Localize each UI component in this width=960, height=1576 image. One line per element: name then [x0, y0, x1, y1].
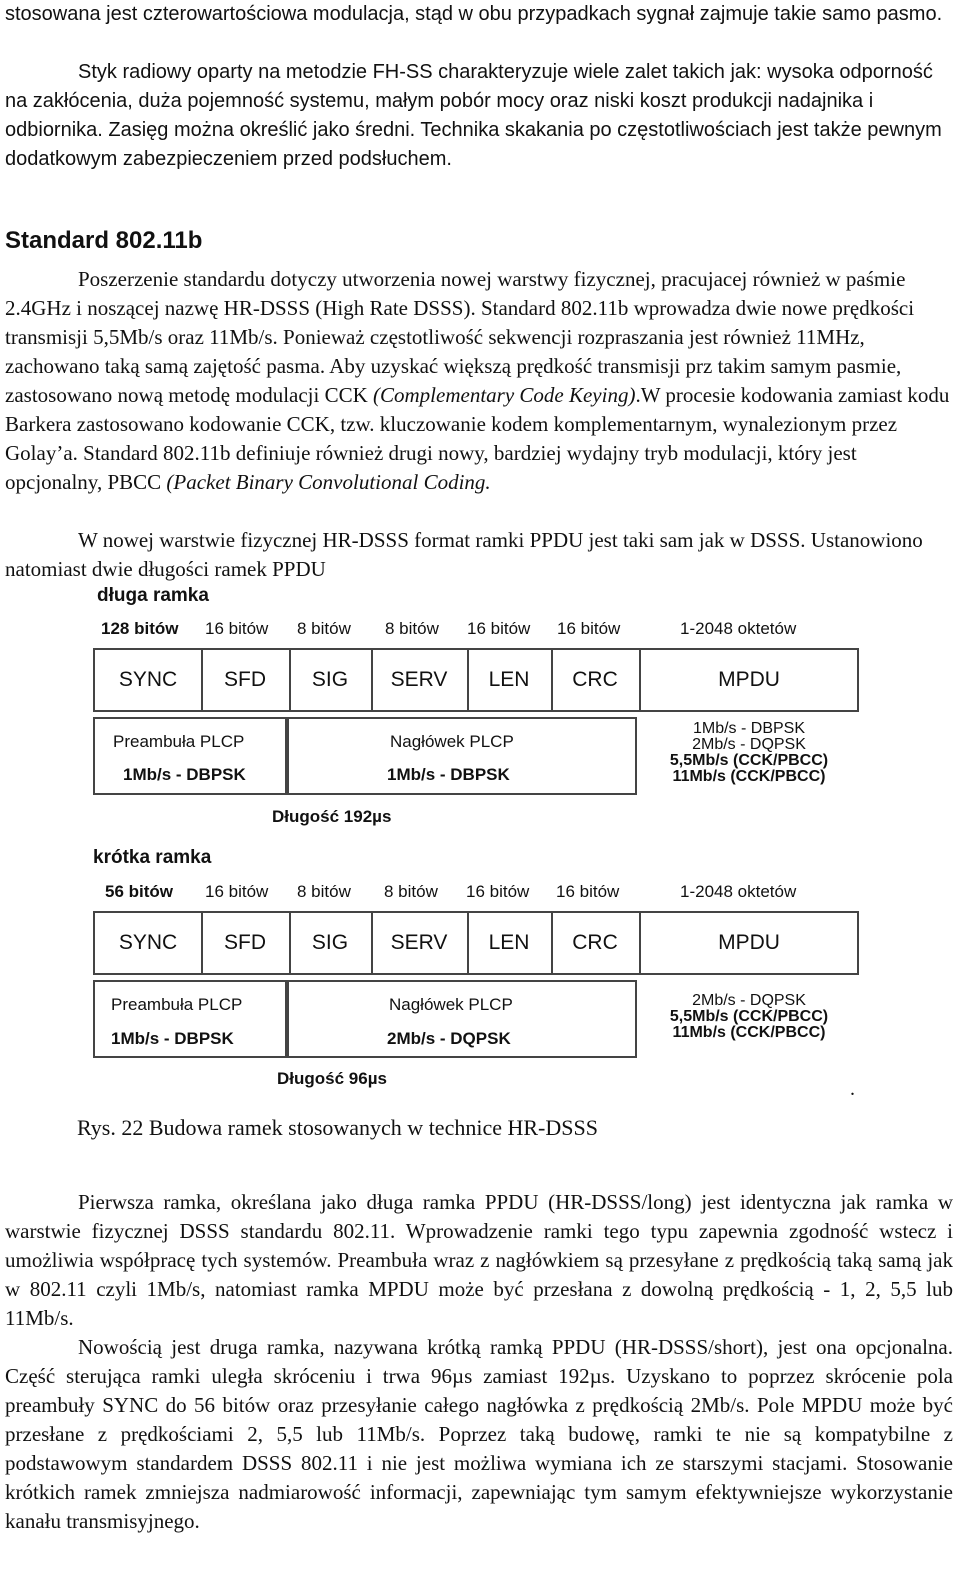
intro-paragraph-1: stosowana jest czterowartościowa modulacja, stąd w obu przypadkach sygnał zajmuje takie samo pasmo. — [5, 3, 943, 25]
short-field-serv: SERV — [390, 931, 448, 954]
short-preamble-rate: 1Mb/s - DBPSK — [111, 1029, 234, 1048]
long-field-sig: SIG — [311, 668, 349, 691]
long-bits-sync: 128 bitów — [101, 619, 179, 638]
short-bits-len: 16 bitów — [466, 882, 530, 901]
long-field-mpdu: MPDU — [718, 668, 780, 691]
long-field-sfd: SFD — [224, 668, 266, 691]
short-field-mpdu: MPDU — [718, 931, 780, 954]
short-mpdu-rate-1: 2Mb/s - DQPSK — [692, 992, 806, 1009]
long-bits-crc: 16 bitów — [557, 619, 621, 638]
section-paragraph-2: W nowej warstwie fizycznej HR-DSSS format ramki PPDU jest taki sam jak w DSSS. Ustanowiono natomiast dwie długości ramek PPDU — [5, 528, 923, 581]
long-header-rate: 1Mb/s - DBPSK — [387, 765, 510, 784]
long-field-serv: SERV — [390, 668, 448, 691]
short-field-sync: SYNC — [118, 931, 178, 954]
long-field-crc: CRC — [572, 668, 618, 691]
short-bits-sfd: 16 bitów — [205, 882, 269, 901]
short-bits-serv: 8 bitów — [384, 882, 438, 901]
long-bits-sig: 8 bitów — [297, 619, 351, 638]
short-field-sig: SIG — [311, 931, 349, 954]
section-text-pbcc: (Packet Binary Convolutional Coding. — [166, 470, 491, 494]
long-bits-serv: 8 bitów — [385, 619, 439, 638]
short-header-label: Nagłówek PLCP — [389, 995, 513, 1014]
long-bits-mpdu: 1-2048 oktetów — [680, 619, 797, 638]
long-field-sync: SYNC — [118, 668, 178, 691]
short-mpdu-rate-3: 11Mb/s (CCK/PBCC) — [672, 1024, 826, 1041]
long-mpdu-rate-2: 2Mb/s - DQPSK — [692, 736, 806, 753]
long-frame-fields — [93, 648, 859, 712]
figure-caption: Rys. 22 Budowa ramek stosowanych w technice HR-DSSS — [77, 1115, 598, 1140]
long-field-len: LEN — [488, 668, 530, 691]
intro-paragraph-2: Styk radiowy oparty na metodzie FH-SS charakteryzuje wiele zalet takich jak: wysoka odporność na zakłócenia, duża pojemność systemu, małym pobór mocy oraz niski koszt produkcji nadajnika i odbiornika. Zasięg można określić jako średni. Technika skakania po częstotliwościach jest także pewnym dodatkowym zabezpieczeniem przed podsłuchem. — [5, 61, 942, 170]
after-paragraph-1: Pierwsza ramka, określana jako długa ramka PPDU (HR-DSSS/long) jest identyczna jak ramka w warstwie fizycznej DSSS standardu 802.11. Wprowadzenie ramki tego typu zapewnia zgodność wstecz i umożliwia współpracę tych systemów. Preambuła wraz z nagłówkiem są przesyłane z prędkością taką samą jak w 802.11 czyli 1Mb/s, natomiast ramka MPDU może być przesłana z dowolną prędkością - 1, 2, 5,5 lub 11Mb/s. — [5, 1190, 953, 1330]
short-frame-fields — [93, 911, 859, 975]
section-heading: Standard 802.11b — [5, 227, 203, 254]
long-preamble-rate: 1Mb/s - DBPSK — [123, 765, 246, 784]
section-text-c: .W procesie kodowania zamiast kodu Barkera zastosowano kodowanie CCK, tzw. kluczowanie kodem komplementarnym, wynalezionym przez Golay’a. Standard 802.11b definiuje również drugi nowy, bardziej wydajny tryb modulacji, który jest opcjonalny, PBCC — [5, 383, 950, 494]
short-duration: Długość 96µs — [277, 1069, 387, 1088]
short-mpdu-rates — [646, 993, 852, 1041]
long-mpdu-rate-4: 11Mb/s (CCK/PBCC) — [672, 768, 826, 785]
section-paragraph-1 — [5, 265, 953, 497]
long-bits-sfd: 16 bitów — [205, 619, 269, 638]
long-duration: Długość 192µs — [272, 807, 392, 826]
long-preamble-label: Preambuła PLCP — [113, 732, 245, 751]
long-frame-title: długa ramka — [97, 585, 209, 606]
short-frame-title: krótka ramka — [93, 847, 212, 868]
stray-dot: . — [850, 1078, 855, 1100]
short-field-crc: CRC — [572, 931, 618, 954]
short-bits-sig: 8 bitów — [297, 882, 351, 901]
long-mpdu-rate-1: 1Mb/s - DBPSK — [692, 720, 806, 737]
short-bits-crc: 16 bitów — [556, 882, 620, 901]
long-bits-len: 16 bitów — [467, 619, 531, 638]
short-field-sfd: SFD — [224, 931, 266, 954]
short-preamble-label: Preambuła PLCP — [111, 995, 243, 1014]
section-text-a: Poszerzenie standardu dotyczy utworzenia nowej warstwy fizycznej, pracujacej również w paśmie 2.4GHz i noszącej nazwę HR-DSSS (High Rate DSSS). Standard 802.11b wprowadza dwie nowe prędkości transmisji 5,5Mb/s oraz 11Mb/s. Ponieważ częstotliwość sekwencji rozpraszania jest również 11MHz, zachowano taką samą zajętość pasma. Aby uzyskać większą prędkość transmisji prz takim samym pasmie, zastosowano nową metodę modulacji CCK — [5, 267, 915, 407]
short-bits-sync: 56 bitów — [105, 882, 174, 901]
short-header-rate: 2Mb/s - DQPSK — [387, 1029, 511, 1048]
after-paragraph-2: Nowością jest druga ramka, nazywana krótką ramką PPDU (HR-DSSS/short), jest ona opcjonalna. Część sterująca ramki uległa skróceniu i trwa 96µs zamiast 192µs. Uzyskano to poprzez skrócenie pola preambuły SYNC do 56 bitów oraz przesyłanie całego nagłówka z prędkością 2Mb/s. Pole MPDU może być przesłane z prędkościami 2, 5,5 lub 11Mb/s. Poprzez taką budowę, ramki te nie są kompatybilne z podstawowym standardem DSSS 802.11 i nie jest możliwa wymiana ich ze starszymi stacjami. Stosowanie krótkich ramek zmniejsza nadmiarowość informacji, zapewniając tym samym efektywniejsze wykorzystanie kanału transmisyjnego. — [5, 1335, 953, 1533]
short-mpdu-rate-2: 5,5Mb/s (CCK/PBCC) — [669, 1008, 829, 1025]
long-header-label: Nagłówek PLCP — [390, 732, 514, 751]
long-mpdu-rates — [646, 721, 852, 785]
short-field-len: LEN — [488, 931, 530, 954]
long-mpdu-rate-3: 5,5Mb/s (CCK/PBCC) — [669, 752, 829, 769]
section-text-cck: (Complementary Code Keying) — [373, 383, 636, 407]
short-bits-mpdu: 1-2048 oktetów — [680, 882, 797, 901]
